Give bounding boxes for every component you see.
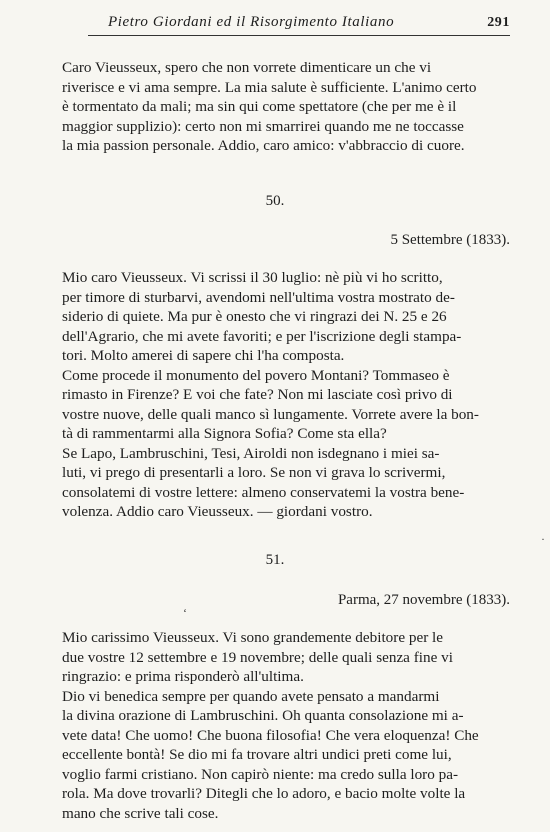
paragraph bbox=[62, 628, 508, 687]
previous-letter-closing bbox=[62, 58, 508, 156]
text-line: la mia passion personale. Addio, caro amico: v'abbraccio di cuore. bbox=[62, 137, 465, 154]
stray-print-mark: ʻ bbox=[183, 606, 187, 620]
text-line: è tormentato da mali; ma sin qui come spettatore (che per me è il bbox=[62, 98, 457, 115]
page-number: 291 bbox=[487, 15, 510, 30]
text-line: tori. Molto amerei di sapere chi l'ha composta. bbox=[62, 347, 345, 364]
text-line: la divina orazione di Lambruschini. Oh quanta consolazione mi a- bbox=[62, 707, 464, 724]
letter-number: 50. bbox=[265, 193, 285, 209]
text-line: Caro Vieusseux, spero che non vorrete dimenticare un che vi bbox=[62, 59, 432, 76]
text-line: rola. Ma dove trovarli? Ditegli che lo adoro, e bacio molte volte la bbox=[62, 785, 466, 802]
running-head-title: Pietro Giordani ed il Risorgimento Italiano bbox=[108, 14, 395, 30]
text-line: vostre nuove, delle quali manco sì lungamente. Vorrete avere la bon- bbox=[62, 405, 479, 423]
text-line: mano che scrive tali cose. bbox=[62, 804, 219, 822]
text-line: Mio caro Vieusseux. Vi scrissi il 30 luglio: nè più vi ho scritto, bbox=[62, 269, 443, 286]
letter-date: Parma, 27 novembre (1833). bbox=[337, 592, 510, 608]
text-line: voglio farmi cristiano. Non capirò niente: ma credo sulla loro pa- bbox=[62, 765, 459, 783]
text-line: luti, vi prego di presentarli a loro. Se non vi grava lo scrivermi, bbox=[62, 464, 446, 481]
paragraph bbox=[62, 687, 508, 824]
letter-number: 51. bbox=[265, 552, 285, 568]
text-line: dell'Agrario, che mi avete favoriti; e per l'iscrizione degli stampa- bbox=[62, 327, 462, 345]
letter-body bbox=[62, 628, 508, 823]
paragraph bbox=[62, 444, 508, 522]
text-line: due vostre 12 settembre e 19 novembre; delle quali senza fine vi bbox=[62, 648, 453, 666]
text-line: ringrazio: e prima risponderò all'ultima. bbox=[62, 668, 304, 685]
text-line: Come procede il monumento del povero Montani? Tommaseo è bbox=[62, 366, 450, 384]
paragraph bbox=[62, 58, 508, 156]
text-line: Mio carissimo Vieusseux. Vi sono grandemente debitore per le bbox=[62, 629, 444, 646]
text-line: Se Lapo, Lambruschini, Tesi, Airoldi non isdegnano i miei sa- bbox=[62, 444, 440, 462]
text-line: per timore di sturbarvi, avendomi nell'ultima vostra mostrato de- bbox=[62, 288, 455, 306]
letter-body bbox=[62, 268, 508, 522]
text-line: consolatemi di vostre lettere: almeno conservatemi la vostra bene- bbox=[62, 483, 465, 501]
text-line: vete data! Che uomo! Che buona filosofia! Che vera eloquenza! Che bbox=[62, 726, 479, 744]
paragraph bbox=[62, 268, 508, 366]
stray-print-mark: · bbox=[541, 532, 545, 546]
letter-date: 5 Settembre (1833). bbox=[390, 232, 510, 248]
text-line: riverisce e vi ama sempre. La mia salute è sufficiente. L'animo certo bbox=[62, 78, 477, 96]
text-line: volenza. Addio caro Vieusseux. — giordani vostro. bbox=[62, 503, 373, 520]
text-line: rimasto in Firenze? E voi che fate? Non mi lasciate così privo di bbox=[62, 386, 453, 403]
text-line: siderio di quiete. Ma pur è onesto che vi ringrazi dei N. 25 e 26 bbox=[62, 308, 447, 325]
text-line: eccellente bontà! Se dio mi fa trovare altri undici preti come lui, bbox=[62, 746, 452, 763]
paragraph bbox=[62, 366, 508, 444]
text-line: Dio vi benedica sempre per quando avete pensato a mandarmi bbox=[62, 687, 440, 705]
text-line: maggior supplizio): certo non mi smarrirei quando me ne toccasse bbox=[62, 117, 464, 135]
running-head bbox=[88, 14, 510, 36]
text-line: tà di rammentarmi alla Signora Sofia? Come sta ella? bbox=[62, 425, 387, 442]
